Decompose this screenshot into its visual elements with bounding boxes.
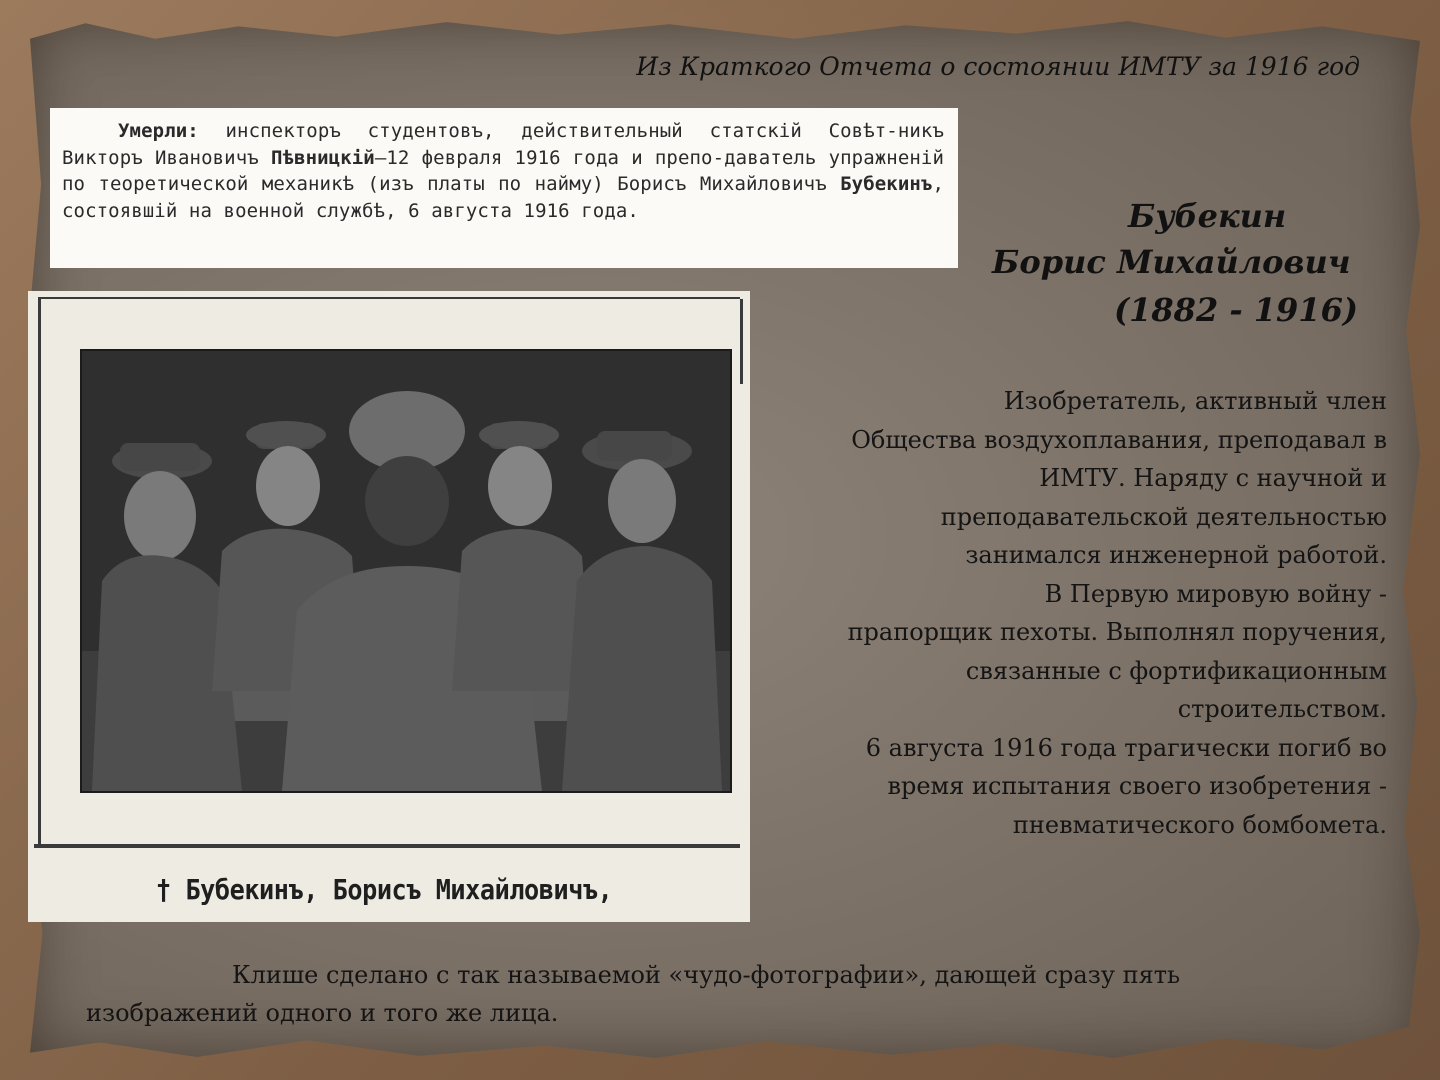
clipping-part-3: , состоявшій на военной службѣ, 6 августа 1916 года. [62, 173, 944, 222]
bio-line: строительством. [1177, 695, 1387, 723]
bio-line: прапорщик пехоты. Выполнял поручения, [847, 618, 1387, 646]
bio-line: В Первую мировую войну - [1044, 579, 1387, 608]
source-caption: Из Краткого Отчета о состоянии ИМТУ за 1916 год [636, 52, 1360, 81]
clipping-part-1: инспекторъ студентовъ, действительный статскій Совѣт-никъ Викторъ Ивановичъ [62, 120, 944, 169]
photo-figures [82, 351, 730, 791]
note-line-2: изображений одного и того же лица. [86, 999, 559, 1027]
newspaper-clipping [50, 108, 958, 268]
right-rule [740, 299, 743, 384]
bottom-rule [34, 844, 740, 848]
note-line-1: Клише сделано с так называемой «чудо-фотографии», дающей сразу пять [232, 961, 1181, 989]
five-fold-photograph [80, 349, 732, 793]
photo-clipping [28, 291, 750, 922]
person-given-names: Борис Михайлович [992, 243, 1351, 281]
bio-line: пневматического бомбомета. [1012, 810, 1387, 839]
bio-line: занимался инженерной работой. [965, 541, 1387, 569]
bio-line: ИМТУ. Наряду с научной и [1039, 464, 1387, 492]
top-rule [38, 297, 740, 299]
bio-line: время испытания своего изобретения - [887, 772, 1387, 800]
bio-line: Общества воздухоплавания, преподавал в [851, 425, 1387, 454]
clipping-name-1: Пѣвницкій [270, 146, 375, 169]
person-name-block [940, 192, 1420, 342]
clipping-text [62, 118, 944, 224]
clipping-name-2: Бубекинъ [840, 173, 933, 195]
photo-caption: † Бубекинъ, Борисъ Михайловичъ, [156, 873, 613, 906]
person-surname: Бубекин [1128, 197, 1287, 235]
biography-text [760, 382, 1387, 844]
bio-line: Изобретатель, активный член [1003, 387, 1387, 415]
clipping-part-2: —12 февраля 1916 года и препо-даватель упражненій по теоретической механикѣ (изъ платы по найму) Борисъ Михайловичъ [62, 146, 944, 195]
bio-line: связанные с фортификационным [965, 656, 1387, 685]
bio-line: 6 августа 1916 года трагически погиб во [865, 733, 1387, 762]
clipping-lead: Умерли: [118, 120, 199, 142]
left-rule [38, 299, 41, 844]
photo-note [86, 956, 1346, 1032]
person-years: (1882 - 1916) [1114, 291, 1358, 329]
bio-line: преподавательской деятельностью [940, 502, 1387, 531]
